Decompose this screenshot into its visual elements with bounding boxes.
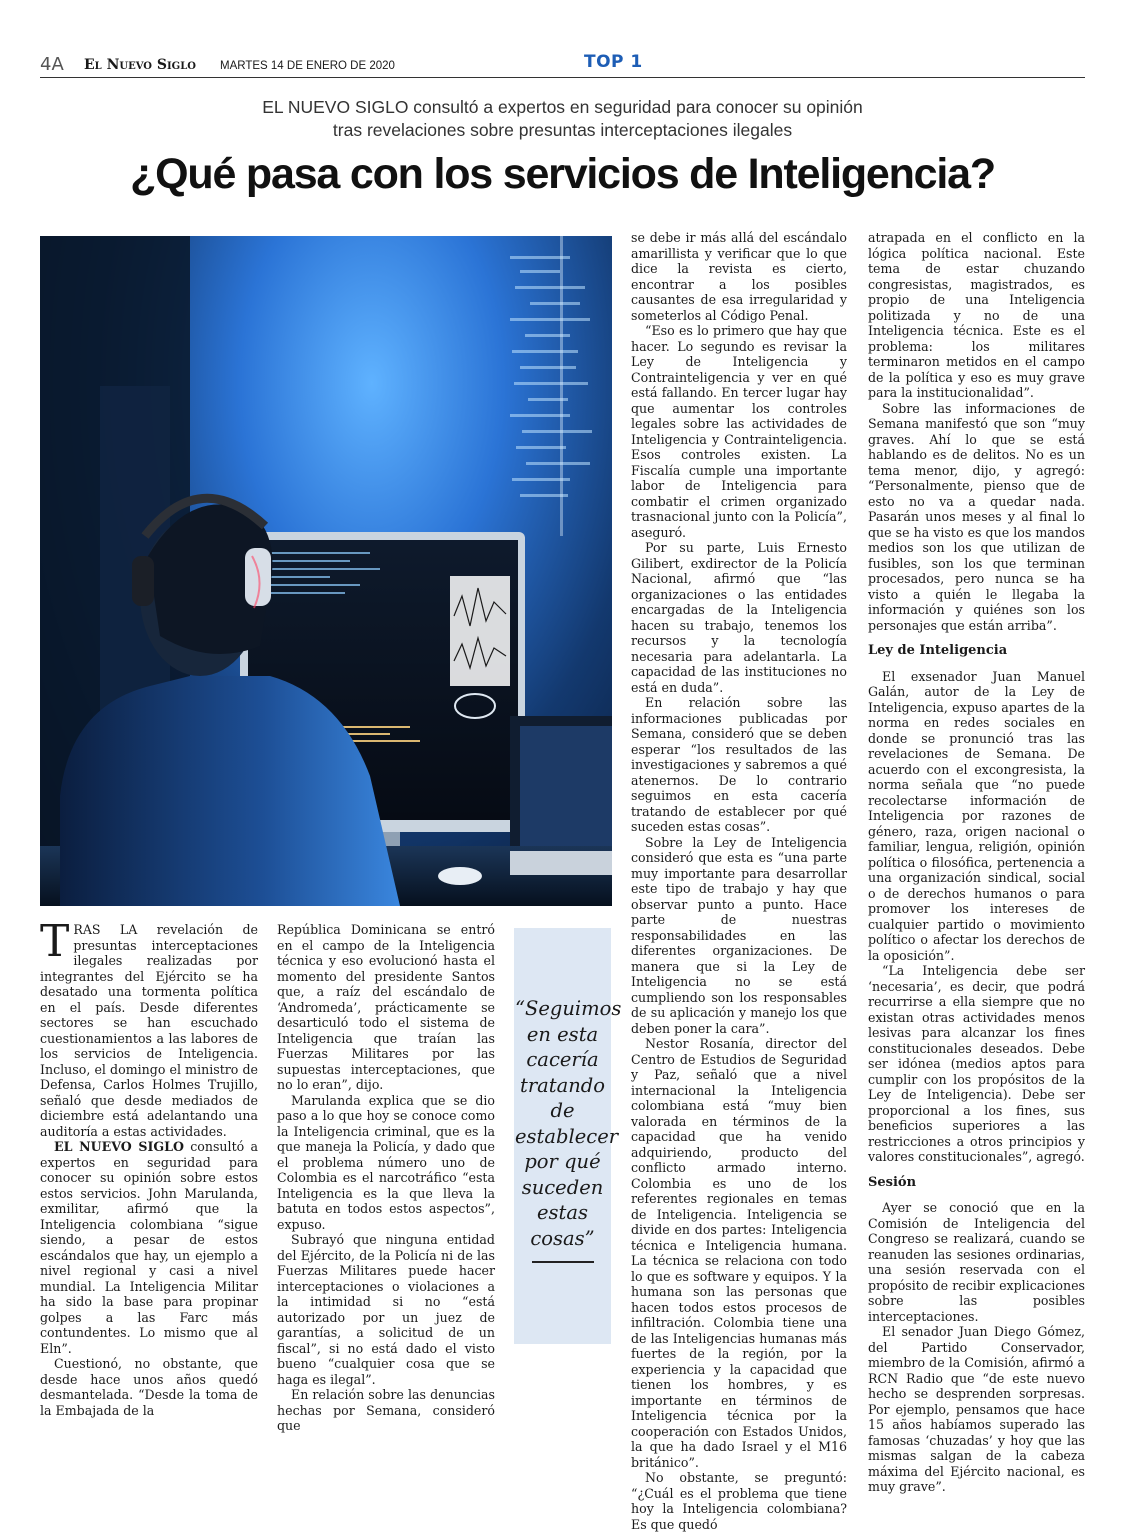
brand-name: EL NUEVO SIGLO (54, 1139, 184, 1154)
paragraph: se debe ir más allá del escándalo amarillista y verificar que lo que dice la revista es cierto, encontrar a los posibles causantes de esa irregularidad y someterlos al Código Penal. (631, 230, 847, 323)
paragraph: atrapada en el conflicto en la lógica política nacional. Este tema de estar chuzando congresistas, magistrados, es propio de una Inteligencia politizada y no de una Inteligencia técnica. Este es el problema: los militares terminaron metidos en el campo de la política y eso es muy grave para la institucionalidad”. (868, 230, 1085, 400)
column-1 (40, 916, 258, 1418)
subheading-sesion: Sesión (868, 1174, 917, 1190)
paragraph: En relación sobre las denuncias hechas por Semana, consideró que (277, 1387, 495, 1433)
article-photo (40, 236, 612, 906)
paragraph: En relación sobre las informaciones publicadas por Semana, consideró que se deben esperar “los resultados de las investigaciones y sabremos a qué atenernos. De lo contrario seguimos en esta cacería tratando de establecer por qué suceden estas cosas”. (631, 695, 847, 834)
paragraph: Sobre las informaciones de Semana manifestó que son “muy graves. Ahí lo que se está hablando es de delitos. No es un tema menor, dijo, y agregó: “Personalmente, pienso que de esto no va a quedar nada. Pasarán unos meses y al final lo que se ha visto es que los mandos medios son los que utilizan de fusibles, son los que terminan procesados, pero nunca se ha visto a quién le llegaba la información y quiénes son los personajes que están arriba”. (868, 400, 1085, 633)
paragraph (40, 1139, 258, 1356)
kicker-line-1: EL NUEVO SIGLO consultó a expertos en seguridad para conocer su opinión (262, 97, 863, 117)
paragraph: Sobre la Ley de Inteligencia consideró que esta es “una parte muy importante para desarrollar este tipo de trabajo y hay que observar punto a punto. Hace parte de nuestras responsabilidades en las diferentes organizaciones. De manera que si la Ley de Inteligencia no se está cumpliendo son los responsables de su aplicación y manejo los que deben poner la cara”. (631, 834, 847, 1036)
page-header (40, 52, 1085, 78)
paragraph: Ayer se conoció que en la Comisión de Inteligencia del Congreso se realizará, cuando se reanuden las sesiones ordinarias, una sesión reservada con el propósito de recibir explicaciones sobre las posibles interceptaciones. (868, 1200, 1085, 1324)
column-2 (277, 922, 495, 1434)
kicker-line-2: tras revelaciones sobre presuntas interceptaciones ilegales (332, 120, 793, 140)
paragraph: Nestor Rosanía, director del Centro de Estudios de Seguridad y Paz, señaló que a nivel internacional la Inteligencia colombiana está “muy bien valorada en términos de la capacidad que ha venido adquiriendo, producto del conflicto armado interno. Colombia es uno de los referentes regionales en temas de Inteligencia. Inteligencia se divide en dos partes: Inteligencia técnica e Inteligencia humana. La técnica se relaciona con todo lo que es software y equipos. Y la humana son las personas que hacen todos estos procesos de infiltración. Colombia tiene una de las Inteligencias humanas más fuertes de la región, por la experiencia y la capacidad que tienen los hombres, y es importante en términos de Inteligencia técnica por la cooperación con Estados Unidos, la que ha dado Israel y el M16 británico”. (631, 1036, 847, 1470)
paragraph: Marulanda explica que se dio paso a lo que hoy se conoce como la Inteligencia criminal, que es la que maneja la Policía, y dado que el problema número uno de Colombia es el narcotráfico “esta Inteligencia es la que lleva la batuta en todos estos aspectos”, expuso. (277, 1092, 495, 1232)
paragraph: Cuestionó, no obstante, que desde hace unos años quedó desmantelada. “Desde la toma de la Embajada de la (40, 1356, 258, 1418)
paragraph: Por su parte, Luis Ernesto Gilibert, exdirector de la Policía Nacional, afirmó que “las organizaciones o las entidades encargadas de la Inteligencia hacen su trabajo, tenemos los recursos y la tecnología necesaria para adelantarla. La capacidad de las instituciones no está en duda”. (631, 540, 847, 695)
paragraph: El senador Juan Diego Gómez, del Partido Conservador, miembro de la Comisión, afirmó a RCN Radio que “de este nuevo hecho se desprenden sorpresas. Por ejemplo, pensamos que hace 15 años habíamos superado las famosas ‘chuzadas’ y hoy que las mismas salgan de la cabeza máxima del Ejército nacional, es muy grave”. (868, 1324, 1085, 1494)
paragraph: Subrayó que ninguna entidad del Ejército, de la Policía ni de las Fuerzas Militares puede hacer interceptaciones o violaciones a la intimidad si no “está autorizado por un juez de garantías, a solicitud de un fiscal”, si no está dado el visto bueno “cualquier cosa que se haga es ilegal”. (277, 1232, 495, 1387)
paragraph: República Dominicana se entró en el campo de la Inteligencia técnica y eso evolucionó hasta el momento del presidente Santos que, a raíz del escándalo de ‘Andromeda’, prácticamente se desarticuló todo el sistema de Inteligencia que traían las Fuerzas Militares por las supuestas interceptaciones, que no lo eran”, dijo. (277, 922, 495, 1092)
photo-illustration (40, 236, 612, 906)
column-4 (868, 230, 1085, 1495)
paragraph: “La Inteligencia debe ser ‘necesaria’, es decir, que podrá recurrirse a ella siempre que no existan otras actividades menos lesivas para alcanzar los fines constitucionales deseados. Debe ser idónea (medios aptos para cumplir con los propósitos de la Ley de Inteligencia). Debe ser proporcional a los fines, sus beneficios superiores a las restricciones a otros principios y valores constitucionales”, agregó. (868, 963, 1085, 1164)
pull-quote (514, 928, 622, 1344)
headline: ¿Qué pasa con los servicios de Inteligencia? (130, 150, 995, 198)
column-3 (631, 230, 847, 1532)
pull-quote-text: “Seguimos en esta cacería tratando de establecer por qué suceden estas cosas” (515, 997, 622, 1250)
issue-date: MARTES 14 DE ENERO DE 2020 (220, 60, 395, 72)
lead-text: RAS LA revelación de presuntas interceptaciones ilegales realizadas por integrantes del Ejército se ha desatado una tormenta política en el país. Desde diferentes sectores se han escuchado cuestionamientos a las labores de los servicios de Inteligencia. Incluso, el domingo el ministro de Defensa, Carlos Holmes Trujillo, señaló que desde mediados de diciembre está adelantando una auditoría a estas actividades. (40, 922, 258, 1139)
paragraph: “Eso es lo primero que hay que hacer. Lo segundo es revisar la Ley de Inteligencia y Contrainteligencia y ver en qué está fallando. En tercer lugar hay que aumentar los controles legales sobre las actividades de Inteligencia y Contrainteligencia. Esos controles existen. La Fiscalía cumple una importante labor de Inteligencia para combatir el crimen organizado trasnacional junto con la Policía”, aseguró. (631, 323, 847, 540)
paragraph-text: consultó a expertos en seguridad para conocer su opinión sobre estos estos servicios. John Marulanda, exmilitar, afirmó que la Inteligencia colombiana “sigue siendo, a pesar de estos escándalos que hay, un ejemplo a nivel regional y casi a nivel mundial. La Inteligencia Militar ha sido la base para propinar golpes a las Farc más contundentes. Lo mismo que al Eln”. (40, 1139, 258, 1356)
pull-quote-rule (532, 1261, 594, 1263)
paragraph: No obstante, se preguntó: “¿Cuál es el problema que tiene hoy la Inteligencia colombiana? Es que quedó (631, 1470, 847, 1532)
paragraph (40, 916, 258, 1139)
section-label: TOP 1 (584, 52, 643, 72)
paragraph: El exsenador Juan Manuel Galán, autor de la Ley de Inteligencia, expuso apartes de la norma en redes sociales en donde se pronunció tras las revelaciones de Semana. De acuerdo con el excongresista, la norma señala que “no puede recolectarse información de Inteligencia por razones de género, raza, origen nacional o familiar, lengua, religión, opinión política o filosófica, pertenencia a una organización sindical, social o de derechos humanos o para promover los intereses de cualquier partido o movimiento político o afectar los derechos de la oposición”. (868, 668, 1085, 963)
drop-cap: T (40, 916, 70, 967)
page-number: 4A (40, 54, 64, 75)
newspaper-logo: El Nuevo Siglo (84, 57, 196, 73)
subheading-ley: Ley de Inteligencia (868, 643, 1008, 658)
